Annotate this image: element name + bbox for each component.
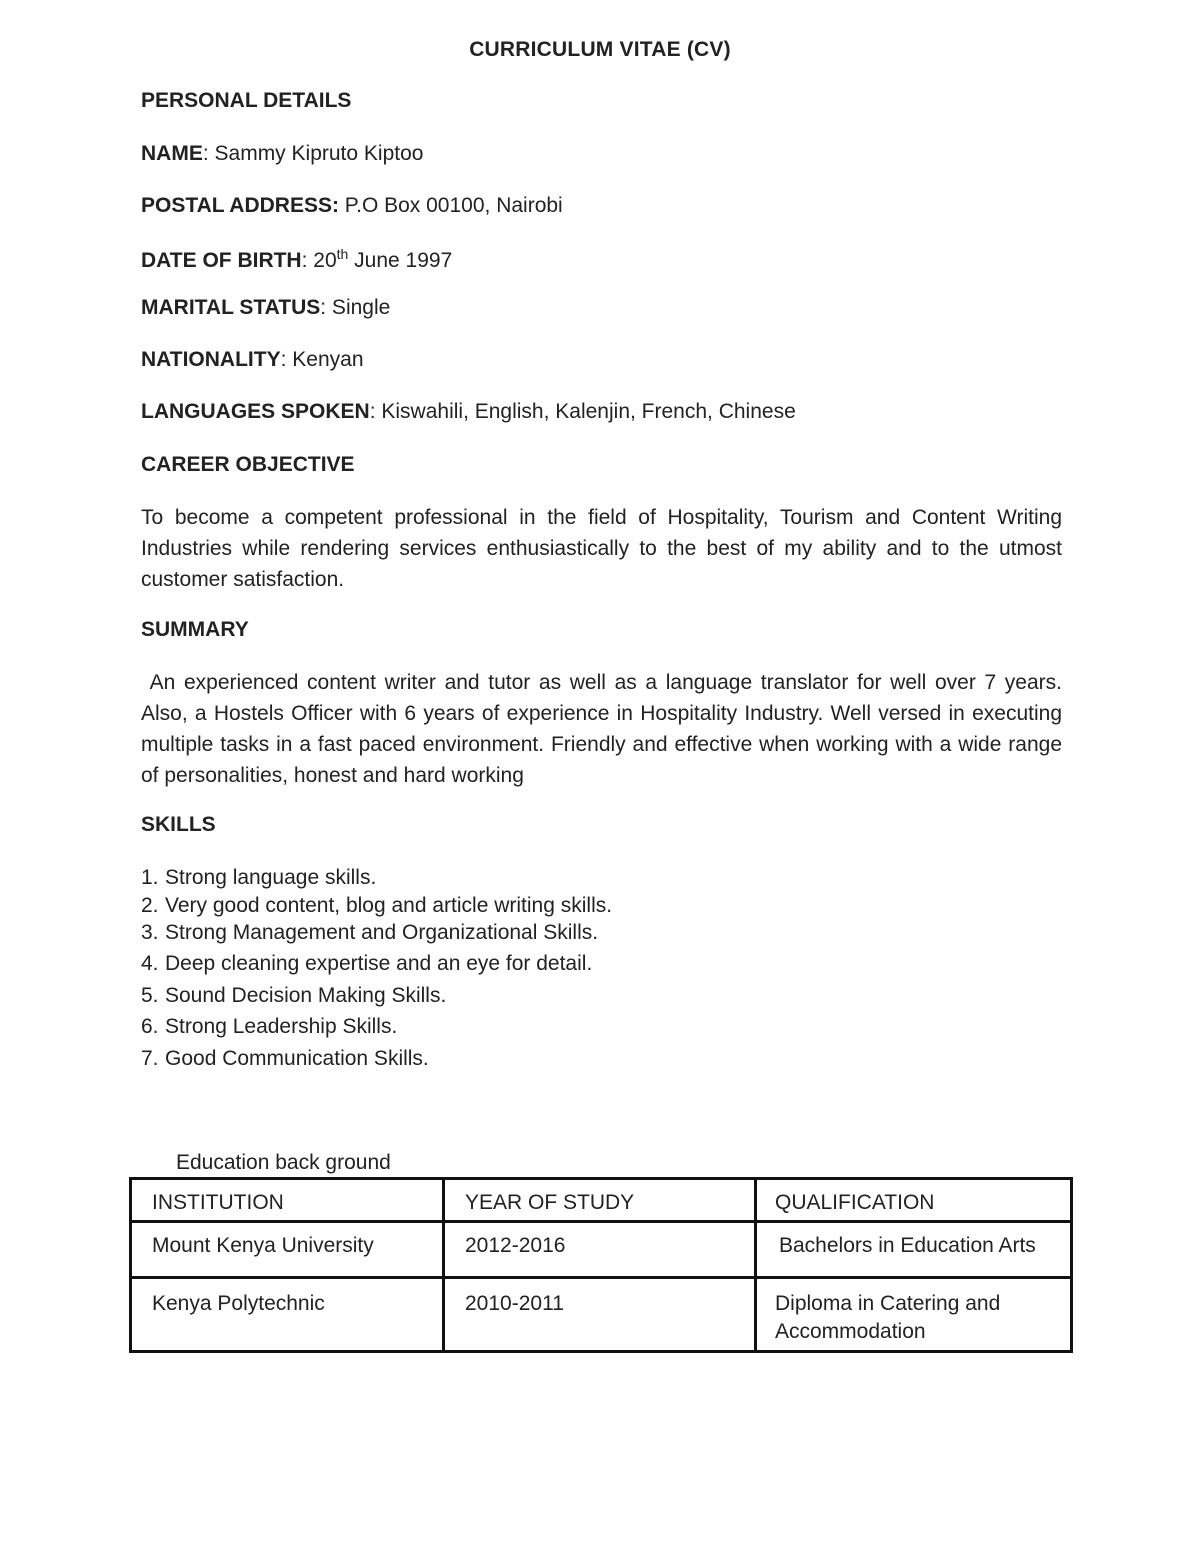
date-of-birth-value: : 20	[301, 249, 337, 272]
marital-status-field	[141, 296, 390, 320]
institution-cell: Mount Kenya University	[131, 1222, 444, 1278]
column-header-qualification: QUALIFICATION	[756, 1179, 1072, 1222]
summary-text: An experienced content writer and tutor as well as a language translator for well over 7 years. Also, a Hostels Officer with 6 years of experience in Hospitality Industry. Well versed in executing multiple tasks in a fast paced environment. Friendly and effective when working with a wide range of personalities, honest and hard working	[141, 671, 1068, 787]
name-label: NAME	[141, 142, 203, 165]
education-table	[129, 1177, 1073, 1353]
skills-heading: SKILLS	[141, 813, 216, 836]
nationality-field	[141, 348, 364, 372]
postal-address-value: P.O Box 00100, Nairobi	[338, 194, 563, 217]
name-field	[141, 142, 423, 166]
column-header-year: YEAR OF STUDY	[444, 1179, 756, 1222]
postal-address-field	[141, 194, 563, 218]
year-cell: 2012-2016	[444, 1222, 756, 1278]
skill-item: 1. Strong language skills.	[141, 866, 377, 889]
column-header-institution: INSTITUTION	[131, 1179, 444, 1222]
name-value: : Sammy Kipruto Kiptoo	[202, 142, 424, 165]
marital-status-value: : Single	[320, 296, 391, 319]
institution-cell: Kenya Polytechnic	[131, 1278, 444, 1352]
skill-item: 7. Good Communication Skills.	[141, 1047, 429, 1070]
table-row	[131, 1278, 1072, 1352]
languages-label: LANGUAGES SPOKEN	[141, 400, 370, 423]
date-of-birth-label: DATE OF BIRTH	[141, 249, 302, 272]
qualification-cell: Bachelors in Education Arts	[756, 1222, 1072, 1278]
skill-item: 3. Strong Management and Organizational Skills.	[141, 921, 599, 944]
nationality-label: NATIONALITY	[141, 348, 281, 371]
table-header-row	[131, 1179, 1072, 1222]
education-caption: Education back ground	[176, 1151, 391, 1174]
table-row	[131, 1222, 1072, 1278]
skill-item: 6. Strong Leadership Skills.	[141, 1015, 398, 1038]
year-cell: 2010-2011	[444, 1278, 756, 1352]
date-of-birth-field	[141, 246, 453, 273]
document-title: CURRICULUM VITAE (CV)	[469, 38, 731, 61]
languages-value: : Kiswahili, English, Kalenjin, French, Chinese	[369, 400, 796, 423]
languages-field	[141, 400, 796, 424]
qualification-cell: Diploma in Catering and Accommodation	[756, 1278, 1072, 1352]
skill-item: 4. Deep cleaning expertise and an eye for detail.	[141, 952, 593, 975]
summary-heading: SUMMARY	[141, 618, 249, 641]
career-objective-heading: CAREER OBJECTIVE	[141, 453, 355, 476]
postal-address-label: POSTAL ADDRESS:	[141, 194, 339, 217]
skill-item: 5. Sound Decision Making Skills.	[141, 984, 447, 1007]
marital-status-label: MARITAL STATUS	[141, 296, 321, 319]
career-objective-text: To become a competent professional in the field of Hospitality, Tourism and Content Writing Industries while rendering services enthusiastically to the best of my ability and to the utmost customer satisfaction.	[141, 506, 1062, 591]
skill-item: 2. Very good content, blog and article writing skills.	[141, 894, 613, 917]
date-of-birth-month-year: June 1997	[348, 249, 453, 272]
personal-details-heading: PERSONAL DETAILS	[141, 89, 352, 112]
nationality-value: : Kenyan	[280, 348, 364, 371]
date-of-birth-ordinal: th	[336, 246, 349, 262]
